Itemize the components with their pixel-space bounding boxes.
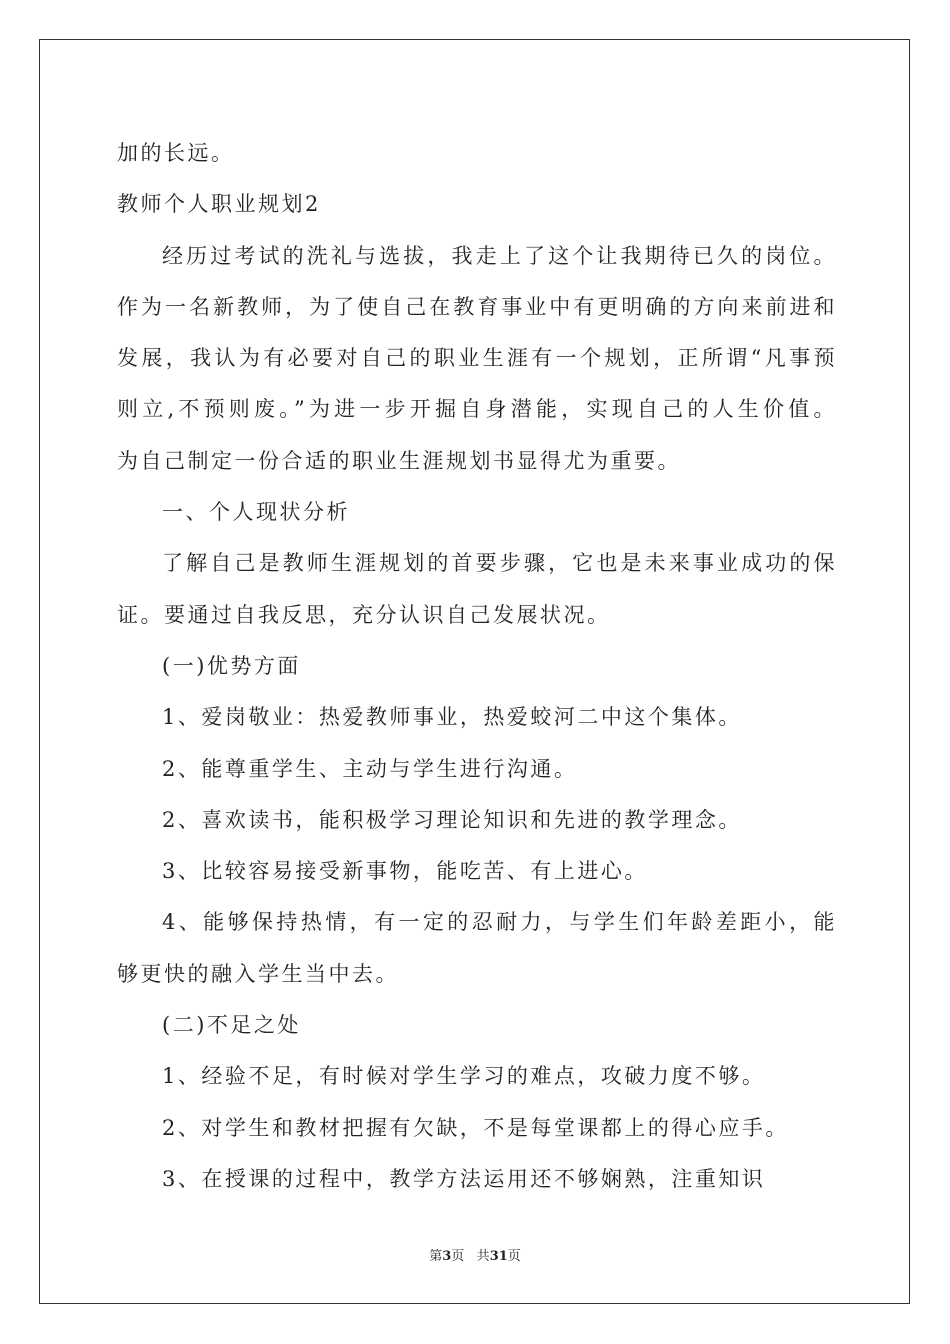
text-line: 为自己制定一份合适的职业生涯规划书显得尤为重要。 — [117, 448, 681, 473]
footer-page-current: 3 — [442, 1249, 452, 1264]
page-footer — [0, 1245, 950, 1264]
text-line: 证。要通过自我反思，充分认识自己发展状况。 — [117, 602, 611, 627]
text-line: 了解自己是教师生涯规划的首要步骤，它也是未来事业成功的保 — [162, 551, 837, 576]
text-line: 1、经验不足，有时候对学生学习的难点，攻破力度不够。 — [162, 1064, 766, 1089]
text-line: 1、爱岗敬业：热爱教师事业，热爱蛟河二中这个集体。 — [162, 705, 742, 730]
text-line: 2、能尊重学生、主动与学生进行沟通。 — [162, 756, 578, 781]
text-line: 教师个人职业规划2 — [117, 192, 321, 217]
text-line: 发展，我认为有必要对自己的职业生涯有一个规划，正所谓“凡事预 — [117, 346, 837, 371]
footer-total-prefix: 共 — [476, 1249, 490, 1264]
text-line: (二)不足之处 — [162, 1013, 301, 1038]
text-line: 经历过考试的洗礼与选拔，我走上了这个让我期待已久的岗位。 — [162, 243, 837, 268]
text-line: 2、喜欢读书，能积极学习理论知识和先进的教学理念。 — [162, 807, 742, 832]
text-line: 加的长远。 — [117, 141, 235, 165]
footer-page-unit: 页 — [451, 1249, 465, 1264]
text-line: (一)优势方面 — [162, 653, 301, 678]
text-line: 3、在授课的过程中，教学方法运用还不够娴熟，注重知识 — [162, 1166, 766, 1191]
text-line: 4、能够保持热情，有一定的忍耐力，与学生们年龄差距小，能 — [162, 910, 837, 935]
text-line: 作为一名新教师，为了使自己在教育事业中有更明确的方向来前进和 — [117, 294, 837, 319]
text-line: 2、对学生和教材把握有欠缺，不是每堂课都上的得心应手。 — [162, 1115, 789, 1140]
text-line: 3、比较容易接受新事物，能吃苦、有上进心。 — [162, 859, 648, 884]
footer-page-total: 31 — [489, 1249, 508, 1264]
footer-page-prefix: 第 — [429, 1249, 443, 1264]
text-line: 则立,不预则废。”为进一步开掘自身潜能，实现自己的人生价值。 — [117, 397, 837, 422]
footer-total-unit: 页 — [507, 1249, 521, 1264]
document-body — [117, 128, 837, 1205]
text-line: 一、个人现状分析 — [162, 500, 350, 525]
text-line: 够更快的融入学生当中去。 — [117, 961, 399, 986]
